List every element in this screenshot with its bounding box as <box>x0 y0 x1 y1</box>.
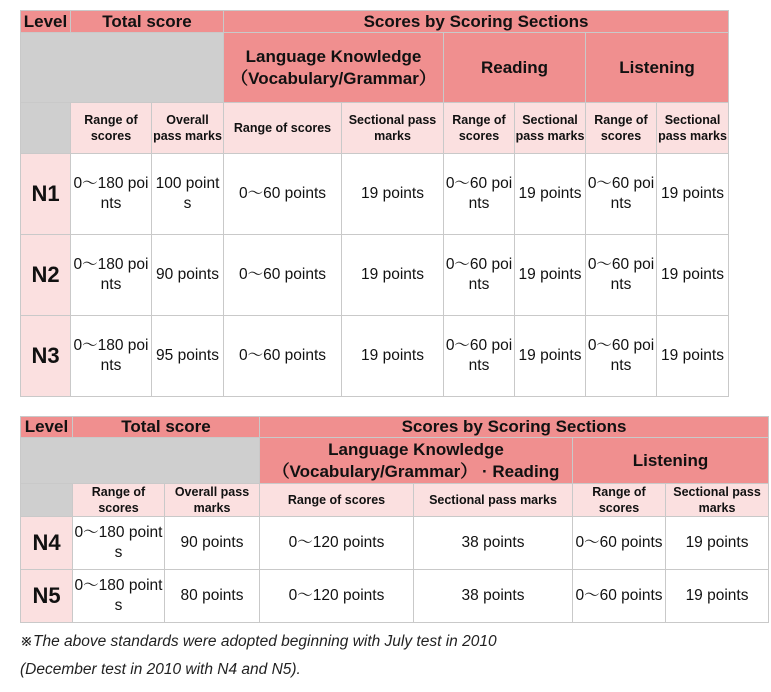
lk-range-cell: 0～120 points <box>260 570 414 623</box>
subheader-listening-range: Range of scores <box>586 103 657 154</box>
score-table-n4-n5 <box>20 416 769 623</box>
subheader-listening-pass: Sectional pass marks <box>657 103 729 154</box>
listening-range-cell: 0～60 points <box>573 570 666 623</box>
subheader-overall-pass: Overall pass marks <box>165 484 260 517</box>
lk-range-cell: 0～60 points <box>224 154 342 235</box>
reading-range-cell: 0～60 points <box>444 235 515 316</box>
header-language-knowledge: Language Knowledge （Vocabulary/Grammar） <box>224 33 444 103</box>
header-blank <box>21 438 260 484</box>
header-total-score: Total score <box>71 11 224 33</box>
subheader-blank <box>21 103 71 154</box>
lk-range-cell: 0～60 points <box>224 316 342 397</box>
reading-pass-cell: 19 points <box>515 316 586 397</box>
header-total-score: Total score <box>73 417 260 438</box>
lk-range-cell: 0～120 points <box>260 517 414 570</box>
reading-range-cell: 0～60 points <box>444 154 515 235</box>
score-table-n1-n3 <box>20 10 729 397</box>
overall-pass-cell: 100 points <box>152 154 224 235</box>
listening-pass-cell: 19 points <box>657 154 729 235</box>
table-row <box>21 316 729 397</box>
total-range-cell: 0～180 points <box>71 316 152 397</box>
table-row <box>21 235 729 316</box>
reading-range-cell: 0～60 points <box>444 316 515 397</box>
footnote-line-1: ※The above standards were adopted beginning with July test in 2010 <box>20 633 497 650</box>
lk-pass-cell: 19 points <box>342 154 444 235</box>
lk-range-cell: 0～60 points <box>224 235 342 316</box>
listening-pass-cell: 19 points <box>657 235 729 316</box>
table-row <box>21 517 769 570</box>
subheader-total-range: Range of scores <box>73 484 165 517</box>
subheader-overall-pass: Overall pass marks <box>152 103 224 154</box>
footnote-line-2: (December test in 2010 with N4 and N5). <box>20 661 301 678</box>
header-listening: Listening <box>573 438 769 484</box>
subheader-lk-pass: Sectional pass marks <box>342 103 444 154</box>
table-row <box>21 154 729 235</box>
listening-pass-cell: 19 points <box>666 517 769 570</box>
listening-pass-cell: 19 points <box>657 316 729 397</box>
lk-pass-cell: 38 points <box>414 570 573 623</box>
subheader-lk-pass: Sectional pass marks <box>414 484 573 517</box>
lk-pass-cell: 19 points <box>342 235 444 316</box>
listening-pass-cell: 19 points <box>666 570 769 623</box>
level-cell: N4 <box>21 517 73 570</box>
header-level: Level <box>21 11 71 33</box>
total-range-cell: 0～180 points <box>71 235 152 316</box>
subheader-lk-range: Range of scores <box>224 103 342 154</box>
header-listening: Listening <box>586 33 729 103</box>
level-cell: N2 <box>21 235 71 316</box>
header-blank <box>21 33 224 103</box>
listening-range-cell: 0～60 points <box>573 517 666 570</box>
level-cell: N5 <box>21 570 73 623</box>
overall-pass-cell: 90 points <box>165 517 260 570</box>
subheader-blank <box>21 484 73 517</box>
overall-pass-cell: 95 points <box>152 316 224 397</box>
lk-pass-cell: 19 points <box>342 316 444 397</box>
reading-pass-cell: 19 points <box>515 235 586 316</box>
lk-pass-cell: 38 points <box>414 517 573 570</box>
header-level: Level <box>21 417 73 438</box>
subheader-reading-range: Range of scores <box>444 103 515 154</box>
listening-range-cell: 0～60 points <box>586 235 657 316</box>
reading-pass-cell: 19 points <box>515 154 586 235</box>
subheader-listening-range: Range of scores <box>573 484 666 517</box>
overall-pass-cell: 80 points <box>165 570 260 623</box>
total-range-cell: 0～180 points <box>71 154 152 235</box>
subheader-lk-range: Range of scores <box>260 484 414 517</box>
table-row <box>21 570 769 623</box>
header-scores-by-sections: Scores by Scoring Sections <box>224 11 729 33</box>
total-range-cell: 0～180 points <box>73 517 165 570</box>
level-cell: N1 <box>21 154 71 235</box>
overall-pass-cell: 90 points <box>152 235 224 316</box>
level-cell: N3 <box>21 316 71 397</box>
header-scores-by-sections: Scores by Scoring Sections <box>260 417 769 438</box>
listening-range-cell: 0～60 points <box>586 316 657 397</box>
subheader-reading-pass: Sectional pass marks <box>515 103 586 154</box>
total-range-cell: 0～180 points <box>73 570 165 623</box>
header-reading: Reading <box>444 33 586 103</box>
subheader-total-range: Range of scores <box>71 103 152 154</box>
subheader-listening-pass: Sectional pass marks <box>666 484 769 517</box>
header-language-knowledge-reading: Language Knowledge （Vocabulary/Grammar） · Reading <box>260 438 573 484</box>
listening-range-cell: 0～60 points <box>586 154 657 235</box>
